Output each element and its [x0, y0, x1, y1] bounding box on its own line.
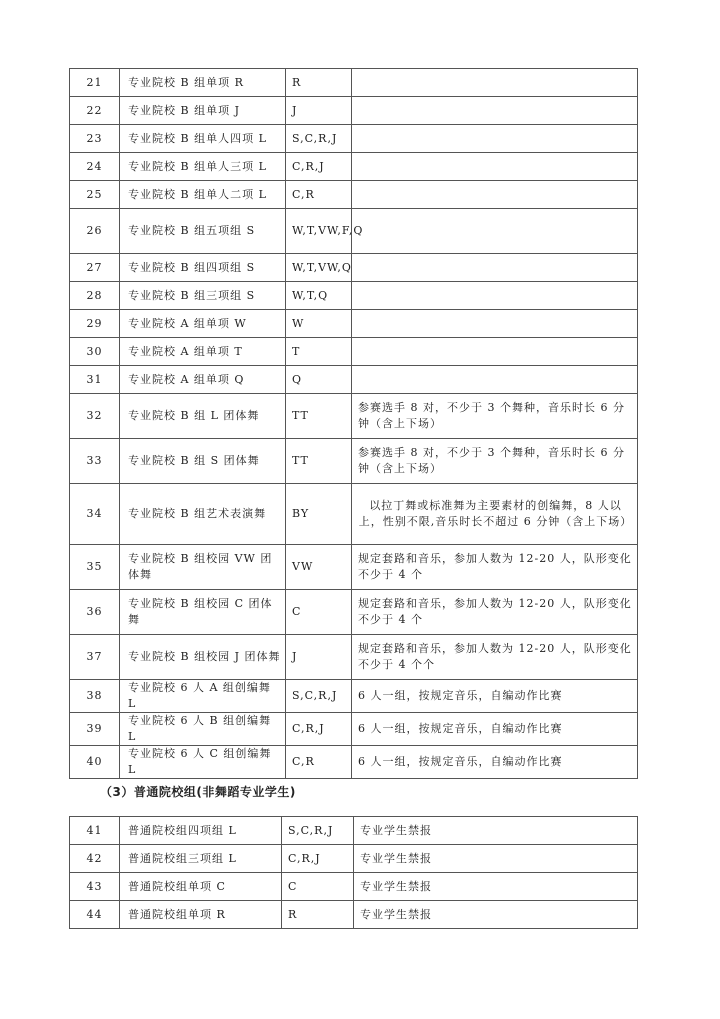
event-number: 24 — [70, 153, 120, 181]
event-note: 参赛选手 8 对，不少于 3 个舞种，音乐时长 6 分钟（含上下场） — [352, 439, 638, 484]
event-name: 专业院校 B 组单项 R — [120, 69, 286, 97]
event-name: 专业院校 B 组校园 C 团体舞 — [120, 590, 286, 635]
table-row — [70, 69, 638, 97]
dance-codes: J — [286, 97, 352, 125]
event-name: 专业院校 6 人 A 组创编舞 L — [120, 680, 286, 713]
table-row — [70, 873, 638, 901]
section-heading: （3）普通院校组(非舞蹈专业学生) — [100, 785, 296, 799]
event-number: 39 — [70, 713, 120, 746]
dance-codes: W,T,Q — [286, 282, 352, 310]
table-row — [70, 713, 638, 746]
event-name: 专业院校 B 组四项组 S — [120, 254, 286, 282]
dance-codes: T — [286, 338, 352, 366]
event-note: 6 人一组，按规定音乐，自编动作比赛 — [352, 713, 638, 746]
event-note: 专业学生禁报 — [354, 817, 638, 845]
event-note — [352, 282, 638, 310]
event-name: 普通院校组单项 C — [120, 873, 282, 901]
event-name: 专业院校 A 组单项 Q — [120, 366, 286, 394]
event-number: 21 — [70, 69, 120, 97]
event-name: 专业院校 B 组五项组 S — [120, 209, 286, 254]
event-note — [352, 125, 638, 153]
event-note: 专业学生禁报 — [354, 873, 638, 901]
event-number: 28 — [70, 282, 120, 310]
event-number: 26 — [70, 209, 120, 254]
event-note: 专业学生禁报 — [354, 845, 638, 873]
event-number: 44 — [70, 901, 120, 929]
dance-codes: R — [286, 69, 352, 97]
table-row — [70, 746, 638, 779]
table-row — [70, 181, 638, 209]
dance-codes: VW — [286, 545, 352, 590]
event-note — [352, 338, 638, 366]
event-name: 专业院校 B 组艺术表演舞 — [120, 484, 286, 545]
dance-codes: TT — [286, 394, 352, 439]
event-number: 42 — [70, 845, 120, 873]
table-row — [70, 394, 638, 439]
event-number: 41 — [70, 817, 120, 845]
events-table-professional — [69, 68, 638, 779]
events-table-general — [69, 816, 638, 929]
dance-codes: W,T,VW,Q — [286, 254, 352, 282]
table-row — [70, 817, 638, 845]
event-name: 专业院校 B 组校园 J 团体舞 — [120, 635, 286, 680]
table-row — [70, 901, 638, 929]
event-number: 36 — [70, 590, 120, 635]
event-note: 6 人一组，按规定音乐，自编动作比赛 — [352, 680, 638, 713]
event-number: 43 — [70, 873, 120, 901]
event-name: 普通院校组四项组 L — [120, 817, 282, 845]
event-note: 6 人一组，按规定音乐，自编动作比赛 — [352, 746, 638, 779]
event-number: 30 — [70, 338, 120, 366]
event-name: 专业院校 B 组单项 J — [120, 97, 286, 125]
event-name: 专业院校 B 组单人二项 L — [120, 181, 286, 209]
table-row — [70, 209, 638, 254]
event-note: 规定套路和音乐，参加人数为 12-20 人，队形变化不少于 4 个 — [352, 545, 638, 590]
event-note: 规定套路和音乐，参加人数为 12-20 人，队形变化不少于 4 个 — [352, 590, 638, 635]
event-note: 专业学生禁报 — [354, 901, 638, 929]
event-note — [352, 69, 638, 97]
table-row — [70, 153, 638, 181]
event-name: 专业院校 A 组单项 W — [120, 310, 286, 338]
event-number: 35 — [70, 545, 120, 590]
event-note: 规定套路和音乐，参加人数为 12-20 人，队形变化不少于 4 个个 — [352, 635, 638, 680]
dance-codes: TT — [286, 439, 352, 484]
event-number: 31 — [70, 366, 120, 394]
table-row — [70, 125, 638, 153]
event-name: 专业院校 6 人 B 组创编舞 L — [120, 713, 286, 746]
event-number: 29 — [70, 310, 120, 338]
event-note — [352, 209, 638, 254]
dance-codes: W — [286, 310, 352, 338]
dance-codes: C,R,J — [286, 713, 352, 746]
table-row — [70, 254, 638, 282]
event-note: 以拉丁舞或标准舞为主要素材的创编舞，8 人以上，性别不限,音乐时长不超过 6 分钟（含上下场） — [352, 484, 638, 545]
table-row — [70, 439, 638, 484]
event-name: 专业院校 6 人 C 组创编舞 L — [120, 746, 286, 779]
event-note — [352, 97, 638, 125]
event-number: 38 — [70, 680, 120, 713]
event-number: 27 — [70, 254, 120, 282]
event-number: 32 — [70, 394, 120, 439]
event-name: 专业院校 B 组单人三项 L — [120, 153, 286, 181]
table-row — [70, 845, 638, 873]
table-row — [70, 338, 638, 366]
dance-codes: C,R,J — [282, 845, 354, 873]
dance-codes: S,C,R,J — [286, 125, 352, 153]
event-note — [352, 366, 638, 394]
table-row — [70, 590, 638, 635]
event-note — [352, 310, 638, 338]
event-name: 普通院校组单项 R — [120, 901, 282, 929]
table-row — [70, 97, 638, 125]
table-row — [70, 680, 638, 713]
dance-codes: Q — [286, 366, 352, 394]
event-name: 专业院校 B 组 S 团体舞 — [120, 439, 286, 484]
event-number: 33 — [70, 439, 120, 484]
event-note: 参赛选手 8 对，不少于 3 个舞种，音乐时长 6 分钟（含上下场） — [352, 394, 638, 439]
table-row — [70, 545, 638, 590]
dance-codes: S,C,R,J — [286, 680, 352, 713]
event-note — [352, 254, 638, 282]
dance-codes: C — [286, 590, 352, 635]
table-row — [70, 282, 638, 310]
event-number: 22 — [70, 97, 120, 125]
table-row — [70, 310, 638, 338]
dance-codes: J — [286, 635, 352, 680]
dance-codes: C — [282, 873, 354, 901]
event-name: 专业院校 B 组三项组 S — [120, 282, 286, 310]
dance-codes: C,R,J — [286, 153, 352, 181]
event-name: 专业院校 B 组 L 团体舞 — [120, 394, 286, 439]
event-name: 专业院校 B 组单人四项 L — [120, 125, 286, 153]
dance-codes: W,T,VW,F,Q — [286, 209, 352, 254]
event-note — [352, 153, 638, 181]
dance-codes: R — [282, 901, 354, 929]
dance-codes: C,R — [286, 181, 352, 209]
dance-codes: C,R — [286, 746, 352, 779]
event-name: 普通院校组三项组 L — [120, 845, 282, 873]
table-row — [70, 484, 638, 545]
event-note — [352, 181, 638, 209]
table-row — [70, 635, 638, 680]
event-number: 25 — [70, 181, 120, 209]
event-number: 40 — [70, 746, 120, 779]
event-number: 23 — [70, 125, 120, 153]
event-number: 37 — [70, 635, 120, 680]
table-row — [70, 366, 638, 394]
event-name: 专业院校 B 组校园 VW 团体舞 — [120, 545, 286, 590]
dance-codes: BY — [286, 484, 352, 545]
dance-codes: S,C,R,J — [282, 817, 354, 845]
event-name: 专业院校 A 组单项 T — [120, 338, 286, 366]
event-number: 34 — [70, 484, 120, 545]
